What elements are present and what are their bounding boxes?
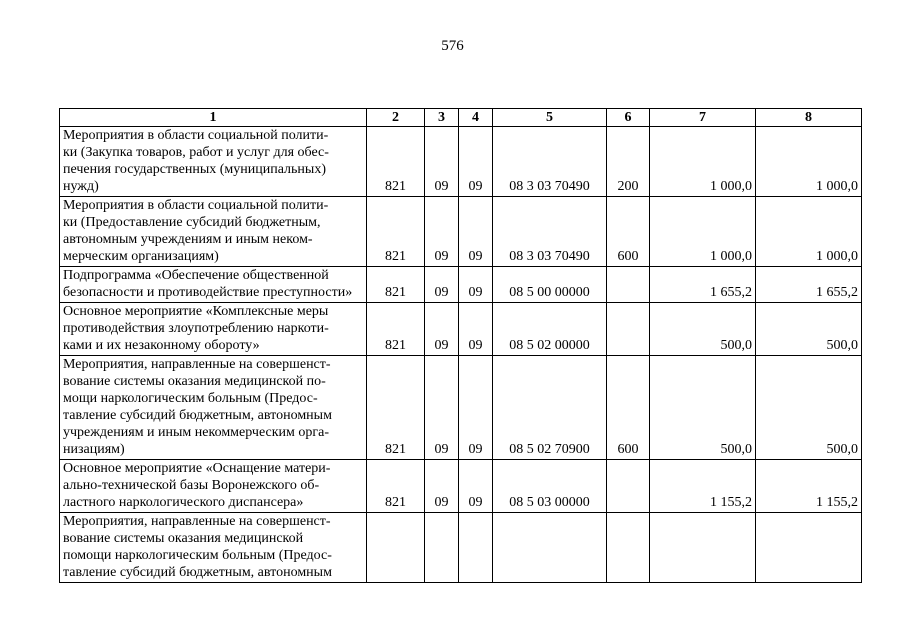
- amount-col-8: 1 655,2: [756, 267, 862, 303]
- amount-col-7: 1 000,0: [650, 197, 756, 267]
- section-code: 09: [425, 356, 459, 460]
- section-code: 09: [425, 460, 459, 513]
- header-col-8: 8: [756, 109, 862, 127]
- target-article-code: 08 5 03 00000: [493, 460, 607, 513]
- section-code: 09: [425, 197, 459, 267]
- expense-type-code: 600: [607, 197, 650, 267]
- subsection-code: 09: [459, 356, 493, 460]
- subsection-code: 09: [459, 127, 493, 197]
- table-row: [60, 460, 862, 513]
- table-body: [60, 127, 862, 583]
- section-code: 09: [425, 303, 459, 356]
- subsection-code: 09: [459, 303, 493, 356]
- amount-col-7: 1 655,2: [650, 267, 756, 303]
- header-col-5: 5: [493, 109, 607, 127]
- section-code: 09: [425, 127, 459, 197]
- amount-col-7: [650, 513, 756, 583]
- row-name: Подпрограмма «Обеспечение общественной безопасности и противодействие преступности»: [60, 267, 367, 303]
- expense-type-code: [607, 460, 650, 513]
- subsection-code: [459, 513, 493, 583]
- amount-col-8: 500,0: [756, 303, 862, 356]
- table-row: [60, 356, 862, 460]
- amount-col-7: 1 000,0: [650, 127, 756, 197]
- expense-type-code: 600: [607, 356, 650, 460]
- ministry-code: 821: [367, 197, 425, 267]
- target-article-code: 08 3 03 70490: [493, 197, 607, 267]
- ministry-code: 821: [367, 460, 425, 513]
- expense-type-code: [607, 513, 650, 583]
- ministry-code: [367, 513, 425, 583]
- expense-type-code: [607, 303, 650, 356]
- amount-col-7: 1 155,2: [650, 460, 756, 513]
- amount-col-7: 500,0: [650, 303, 756, 356]
- amount-col-8: 1 000,0: [756, 127, 862, 197]
- ministry-code: 821: [367, 356, 425, 460]
- target-article-code: 08 5 02 70900: [493, 356, 607, 460]
- table-row: [60, 127, 862, 197]
- section-code: 09: [425, 267, 459, 303]
- budget-table: [59, 108, 862, 583]
- row-name: Основное мероприятие «Оснащение матери- ально-технической базы Воронежского об- ластного наркологического диспансера»: [60, 460, 367, 513]
- header-col-1: 1: [60, 109, 367, 127]
- table-row: [60, 303, 862, 356]
- ministry-code: 821: [367, 127, 425, 197]
- expense-type-code: 200: [607, 127, 650, 197]
- amount-col-7: 500,0: [650, 356, 756, 460]
- table-row: [60, 267, 862, 303]
- table-row: [60, 513, 862, 583]
- subsection-code: 09: [459, 197, 493, 267]
- row-name: Мероприятия в области социальной полити- ки (Закупка товаров, работ и услуг для обес- печения государственных (муниципальных) нужд): [60, 127, 367, 197]
- subsection-code: 09: [459, 460, 493, 513]
- amount-col-8: 1 000,0: [756, 197, 862, 267]
- target-article-code: 08 5 00 00000: [493, 267, 607, 303]
- header-row: [60, 109, 862, 127]
- page-number: 576: [441, 38, 464, 54]
- amount-col-8: 500,0: [756, 356, 862, 460]
- row-name: Мероприятия, направленные на совершенст- вование системы оказания медицинской по- мощи наркологическим больным (Предос- тавление субсидий бюджетным, автономным учреждениям и иным некоммерческим орга- низациям): [60, 356, 367, 460]
- header-col-2: 2: [367, 109, 425, 127]
- target-article-code: 08 5 02 00000: [493, 303, 607, 356]
- subsection-code: 09: [459, 267, 493, 303]
- expense-type-code: [607, 267, 650, 303]
- target-article-code: 08 3 03 70490: [493, 127, 607, 197]
- header-col-3: 3: [425, 109, 459, 127]
- amount-col-8: 1 155,2: [756, 460, 862, 513]
- header-col-6: 6: [607, 109, 650, 127]
- header-col-7: 7: [650, 109, 756, 127]
- table-row: [60, 197, 862, 267]
- amount-col-8: [756, 513, 862, 583]
- row-name: Основное мероприятие «Комплексные меры противодействия злоупотреблению наркоти- ками и их незаконному обороту»: [60, 303, 367, 356]
- section-code: [425, 513, 459, 583]
- table-header: [60, 109, 862, 127]
- target-article-code: [493, 513, 607, 583]
- ministry-code: 821: [367, 267, 425, 303]
- ministry-code: 821: [367, 303, 425, 356]
- row-name: Мероприятия в области социальной полити- ки (Предоставление субсидий бюджетным, автономным учреждениям и иным неком- мерческим организациям): [60, 197, 367, 267]
- row-name: Мероприятия, направленные на совершенст- вование системы оказания медицинской помощи наркологическим больным (Предос- тавление субсидий бюджетным, автономным: [60, 513, 367, 583]
- header-col-4: 4: [459, 109, 493, 127]
